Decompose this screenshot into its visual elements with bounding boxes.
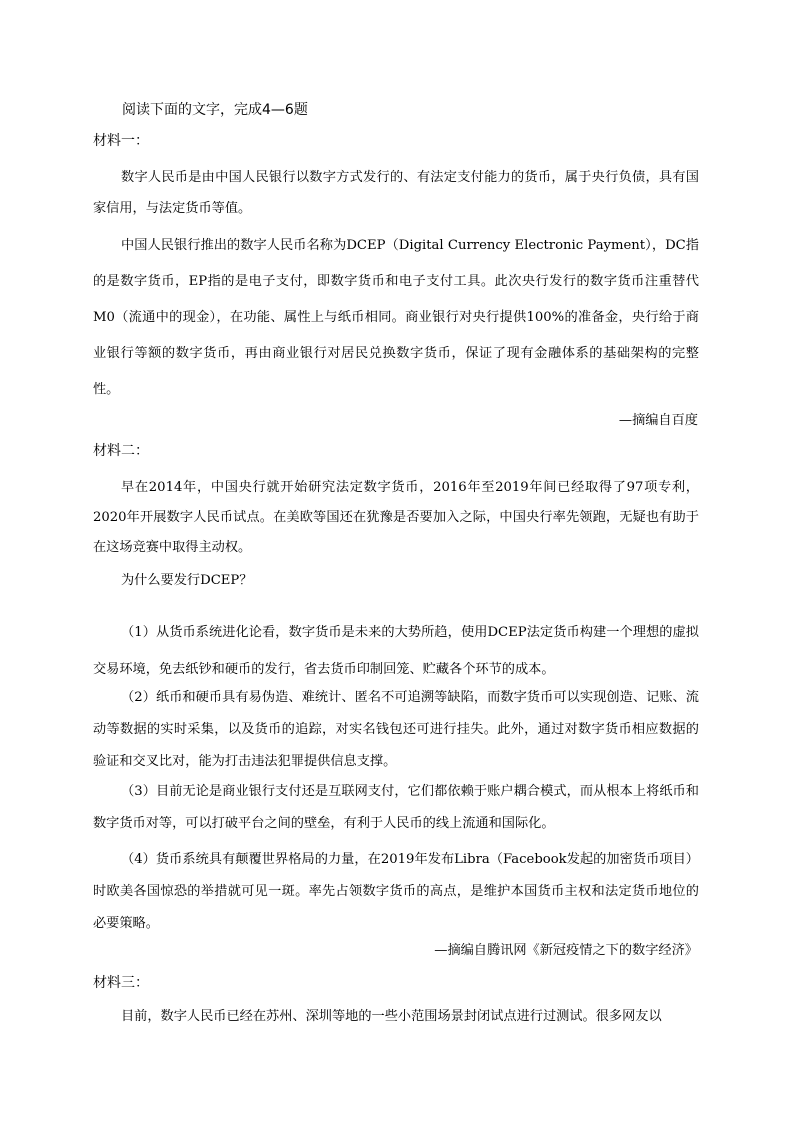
material-2-heading: 材料二：: [93, 443, 149, 459]
material-1-paragraph-2: 中国人民银行推出的数字人民币名称为DCEP（Digital Currency Electronic Payment），DC指的是数字货币，EP指的是电子支付，即数字货币和电子支付工具。此次央行发行的数字货币注重替代M0（流通中的现金），在功能、属性上与纸币相同。商业银行对央行提供100%的准备金，央行给于商业银行等额的数字货币，再由商业银行对居民兑换数字货币，保证了现有金融体系的基础架构的完整性。: [93, 238, 699, 397]
question-intro: 阅读下面的文字，完成4—6题: [122, 102, 308, 118]
material-3-paragraph-1: 目前，数字人民币已经在苏州、深圳等地的一些小范围场景封闭试点进行过测试。很多网友以: [121, 1009, 662, 1024]
material-2-paragraph-3: （1）从货币系统进化论看，数字货币是未来的大势所趋，使用DCEP法定货币构建一个理想的虚拟交易环境，免去纸钞和硬币的发行，省去货币印制回笼、贮藏各个环节的成本。: [93, 625, 699, 677]
material-2-paragraph-6: （4）货币系统具有颠覆世界格局的力量，在2019年发布Libra（Facebook发起的加密货币项目）时欧美各国惊恐的举措就可见一斑。率先占领数字货币的高点，是维护本国货币主权和法定货币地位的必要策略。: [93, 852, 699, 931]
material-1-source: —摘编自百度: [618, 413, 698, 428]
material-1-heading: 材料一：: [93, 133, 149, 149]
material-2-paragraph-1: 早在2014年，中国央行就开始研究法定数字货币，2016年至2019年间已经取得了97项专利，2020年开展数字人民币试点。在美欧等国还在犹豫是否要加入之际，中国央行率先领跑，无疑也有助于在这场竞赛中取得主动权。: [93, 480, 699, 555]
material-2-paragraph-4: （2）纸币和硬币具有易伪造、难统计、匿名不可追溯等缺陷，而数字货币可以实现创造、记账、流动等数据的实时采集，以及货币的追踪，对实名钱包还可进行挂失。此外，通过对数字货币相应数据的验证和交叉比对，能为打击违法犯罪提供信息支撑。: [93, 690, 699, 769]
material-3-heading: 材料三：: [93, 975, 149, 991]
material-2-paragraph-5: （3）目前无论是商业银行支付还是互联网支付，它们都依赖于账户耦合模式，而从根本上将纸币和数字货币对等，可以打破平台之间的壁垒，有利于人民币的线上流通和国际化。: [93, 784, 699, 831]
material-2-paragraph-2: 为什么要发行DCEP？: [121, 573, 253, 588]
material-1-paragraph-1: 数字人民币是由中国人民银行以数字方式发行的、有法定支付能力的货币，属于央行负债，具有国家信用，与法定货币等值。: [93, 170, 699, 216]
material-2-source: —摘编自腾讯网《新冠疫情之下的数字经济》: [434, 943, 698, 958]
